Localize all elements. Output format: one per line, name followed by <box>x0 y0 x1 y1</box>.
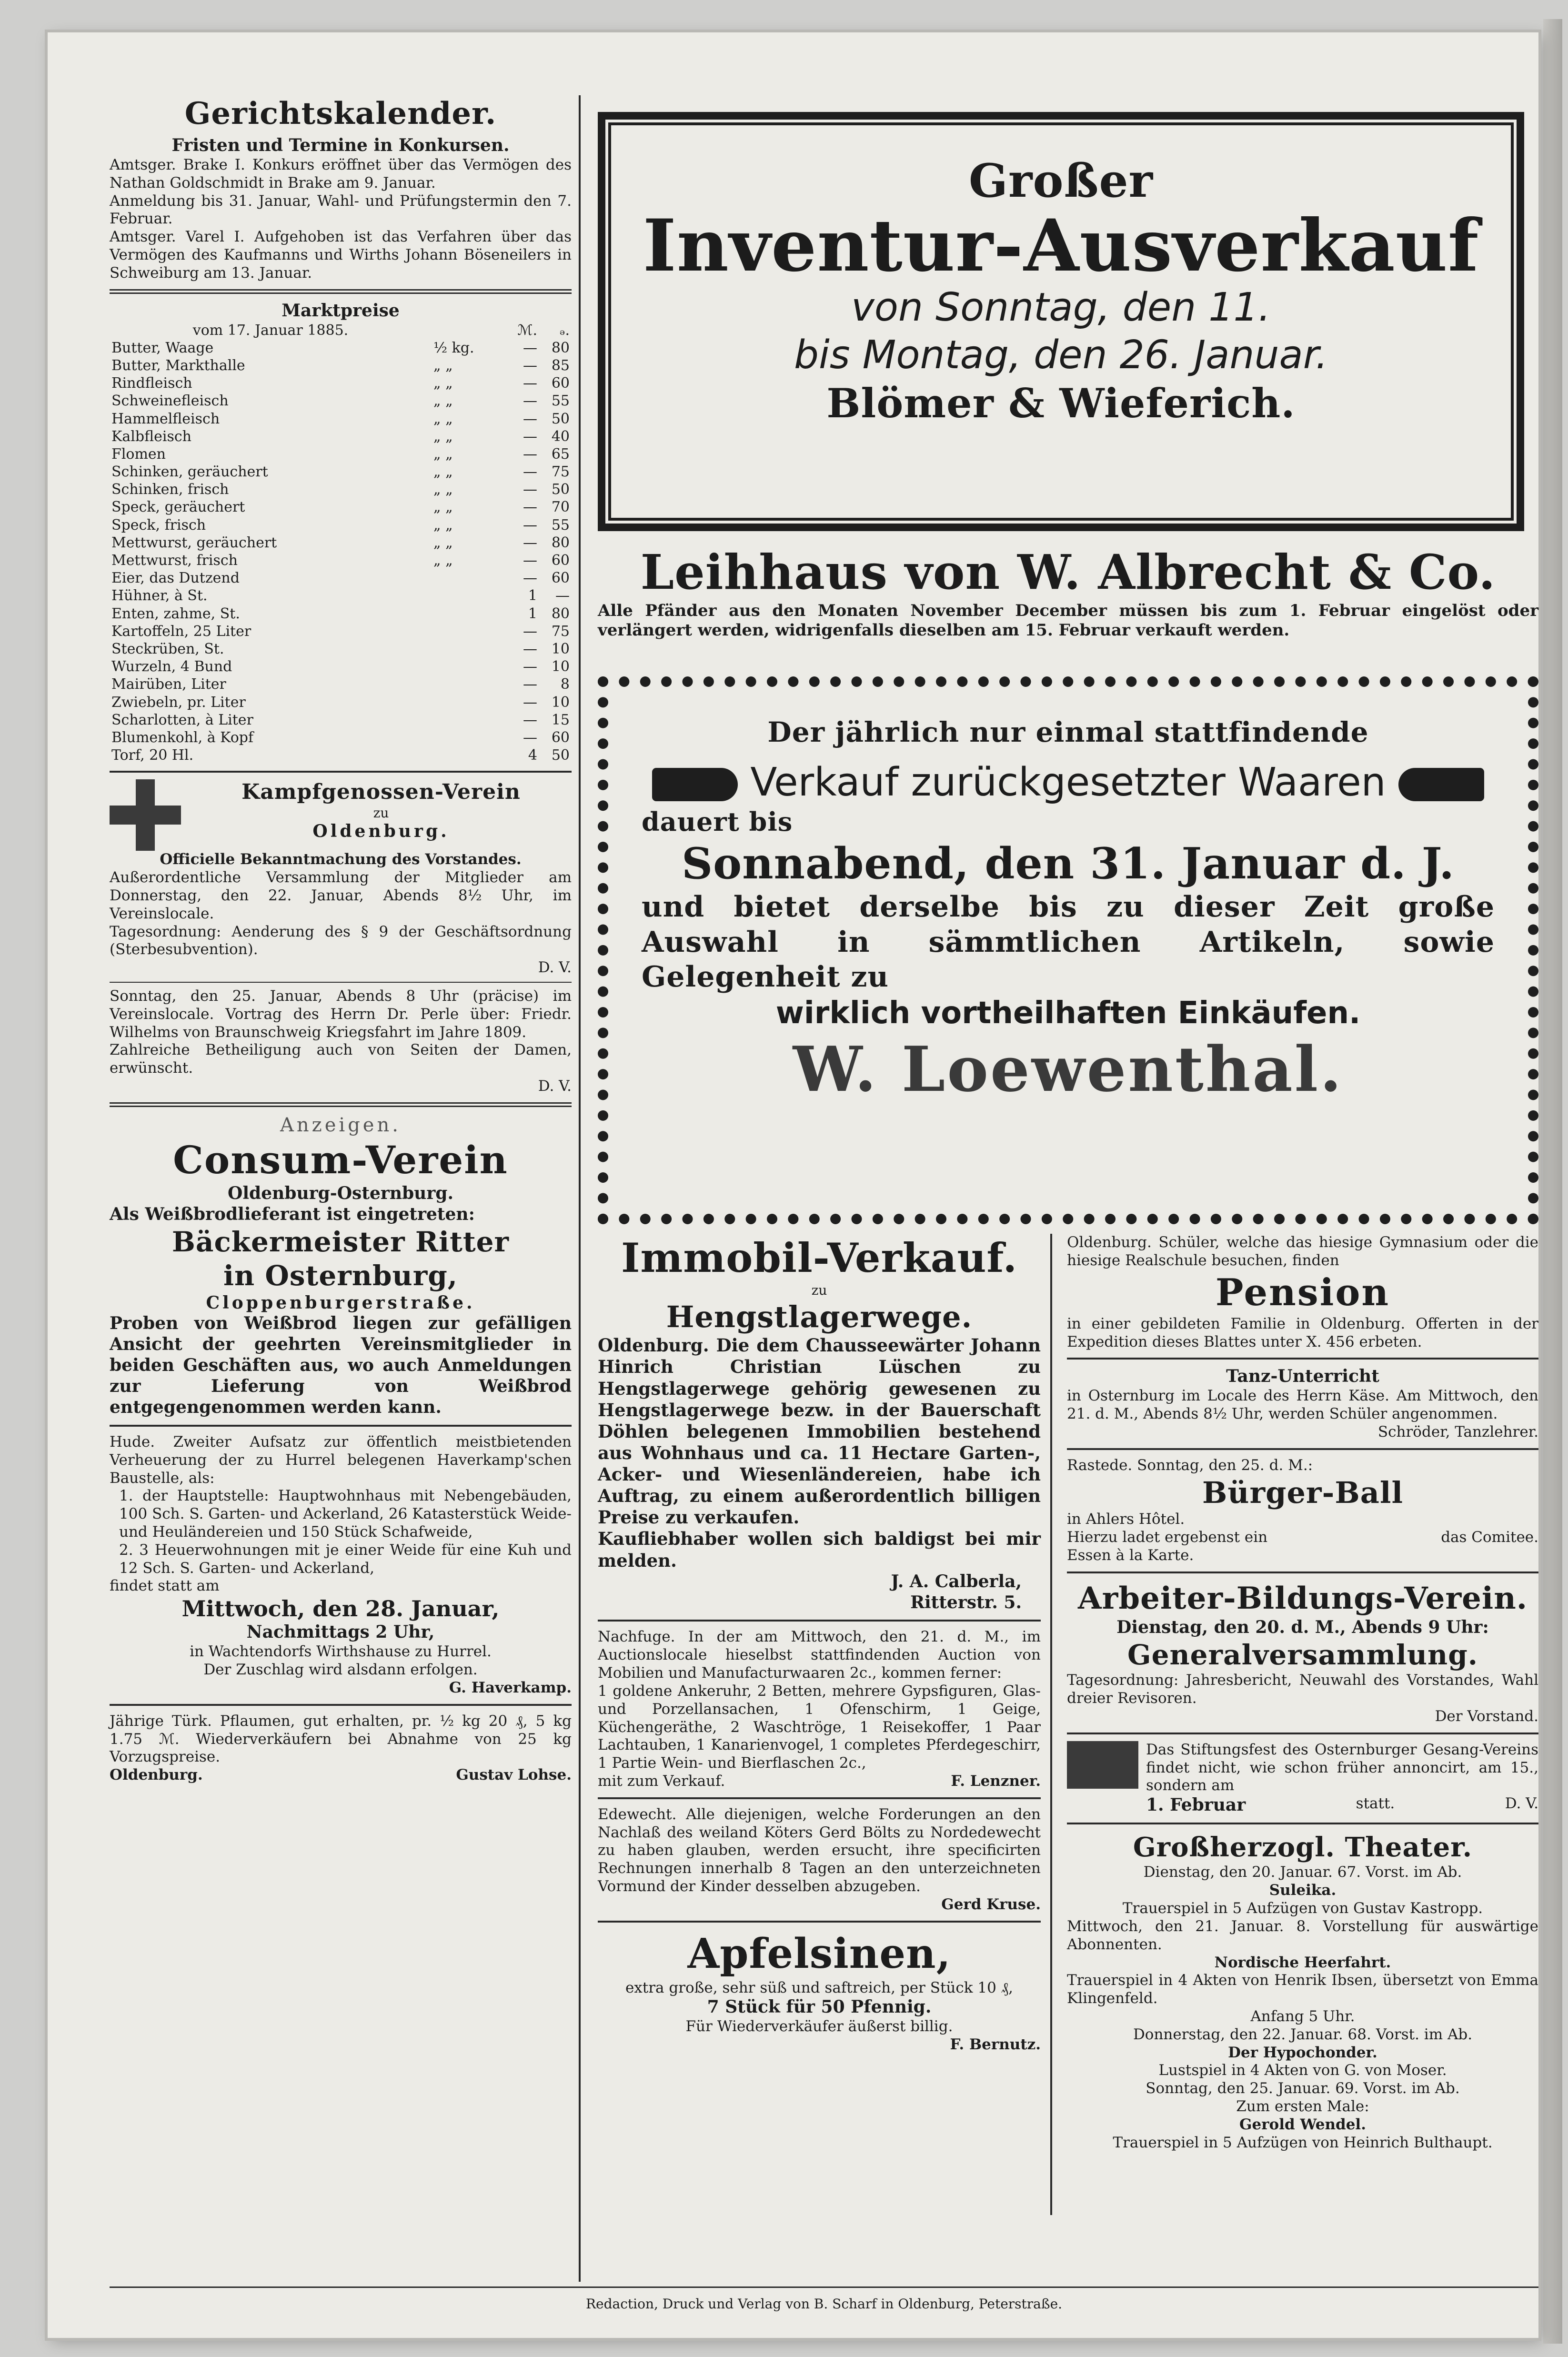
markt-cell-unit: „ „ <box>433 428 453 445</box>
markt-cell-unit: „ „ <box>433 393 453 410</box>
rastede-paragraph-3: Hierzu ladet ergebenst ein <box>1067 1529 1268 1546</box>
markt-cell-d: 10 <box>551 658 570 675</box>
markt-cell-item: Butter, Waage <box>111 339 214 356</box>
markt-cell-m: — <box>523 339 537 356</box>
kampf-signature-2: D. V. <box>538 1078 572 1095</box>
hude-item-2: 2. 3 Heuerwohnungen mit je einer Weide für eine Kuh und 12 Sch. S. Garten- und Ackerland, <box>119 1541 572 1577</box>
middle-column <box>598 1234 1041 2054</box>
rastede-title: Bürger-Ball <box>1202 1475 1404 1510</box>
loewenthal-line-7: W. Loewenthal. <box>793 1033 1344 1106</box>
loewenthal-line-2: Verkauf zurückgesetzter Waaren <box>750 759 1386 805</box>
markt-row <box>110 481 572 498</box>
arbeiter-paragraph-2: Tagesordnung: Jahresbericht, Neuwahl des Vorstandes, Wahl dreier Revisoren. <box>1067 1672 1538 1707</box>
markt-cell-unit <box>432 675 507 693</box>
hude-paragraph-4: Der Zuschlag wird alsdann erfolgen. <box>203 1661 478 1679</box>
turk-signature: Gustav Lohse. <box>456 1766 572 1784</box>
markt-cell-d: 8 <box>560 676 570 693</box>
markt-title: Marktpreise <box>281 300 400 321</box>
markt-cell-m: — <box>523 463 537 481</box>
markt-cell-d: 60 <box>551 552 570 569</box>
markt-cell-m: 4 <box>528 747 537 764</box>
theater-entry-3-desc: Lustspiel in 4 Akten von G. von Moser. <box>1158 2062 1447 2079</box>
kampf-header <box>110 779 572 851</box>
markt-cell-unit: „ „ <box>433 534 453 551</box>
markt-cell-d: 60 <box>551 375 570 392</box>
column-rule <box>1050 1234 1052 2215</box>
markt-cell-m: — <box>523 357 537 374</box>
markt-cell-m: — <box>523 375 537 392</box>
hude-item-1: 1. der Hauptstelle: Hauptwohnhaus mit Nebengebäuden, 100 Sch. S. Garten- und Ackerland, 26 Katasterstück Weide- und Heuländereien und 150 Stück Schafweide, <box>119 1487 572 1541</box>
markt-row <box>110 711 572 729</box>
hude-date: Mittwoch, den 28. Januar, <box>181 1596 500 1622</box>
markt-cell-m: — <box>523 640 537 657</box>
markt-row <box>110 516 572 534</box>
divider <box>1067 1358 1538 1360</box>
theater-entry-4-title: Gerold Wendel. <box>1239 2115 1366 2133</box>
rastede-paragraph: Rastede. Sonntag, den 25. d. M.: <box>1067 1456 1313 1474</box>
turk-signature-row <box>110 1766 572 1784</box>
immobil-title: Immobil-Verkauf. <box>621 1234 1017 1281</box>
apfelsinen-paragraph: extra große, sehr süß und saftreich, per Stück 10 ₰, <box>625 1979 1014 1996</box>
arbeiter-paragraph: Dienstag, den 20. d. M., Abends 9 Uhr: <box>1116 1617 1489 1637</box>
kampf-city: Oldenburg. <box>312 821 450 842</box>
nachfuge-signature-row <box>598 1773 1041 1791</box>
theater-entry-3: Donnerstag, den 22. Januar. 68. Vorst. im Ab. <box>1133 2025 1473 2043</box>
markt-cell-d: 40 <box>551 428 570 445</box>
theater-entry-1-desc: Trauerspiel in 5 Aufzügen von Gustav Kastropp. <box>1122 1900 1483 1917</box>
markt-cell-unit: „ „ <box>433 552 453 569</box>
markt-cell-d: 55 <box>551 516 570 534</box>
rastede-signature: das Comitee. <box>1441 1529 1538 1546</box>
markt-cell-unit: „ „ <box>433 375 453 392</box>
loewenthal-line-2-row <box>608 759 1528 806</box>
markt-cell-d: 75 <box>551 463 570 481</box>
anzeigen-heading: Anzeigen. <box>280 1114 401 1136</box>
markt-row <box>110 463 572 481</box>
markt-cell-m: — <box>523 694 537 711</box>
markt-row <box>110 658 572 675</box>
markt-cell-item: Steckrüben, St. <box>111 640 224 657</box>
divider <box>110 1102 572 1107</box>
theater-entry-4: Sonntag, den 25. Januar. 69. Vorst. im Ab. <box>1146 2080 1460 2097</box>
loewenthal-line-1: Der jährlich nur einmal stattfindende <box>767 716 1369 748</box>
nachfuge-paragraph-2: 1 goldene Ankeruhr, 2 Betten, mehrere Gypsfiguren, Glas- und Porzellansachen, 1 Ofenschirm, 1 Geige, Küchengeräthe, 2 Waschtröge, 1 Reisekoffer, 1 Paar Lachtauben, 1 Kanarienvogel, 1 completes Pferdegeschirr, 1 Partie Wein- und Bierflaschen 2c., <box>598 1682 1041 1772</box>
markt-cell-unit: „ „ <box>433 516 453 534</box>
markt-row <box>110 534 572 552</box>
inventur-line-1: Großer <box>968 154 1154 208</box>
stiftung-date: 1. Februar <box>1146 1795 1246 1815</box>
immobil-zu: zu <box>811 1282 827 1299</box>
loewenthal-line-3: dauert bis <box>642 806 793 837</box>
pension-title: Pension <box>1215 1270 1390 1314</box>
markt-cell-d: 80 <box>551 534 570 551</box>
footer-rule <box>110 2286 1538 2288</box>
arbeiter-title-2: Generalversammlung. <box>1127 1638 1478 1671</box>
markt-cell-m: — <box>523 676 537 693</box>
consum-title: Consum-Verein <box>173 1137 508 1182</box>
gericht-subtitle: Fristen und Termine in Konkursen. <box>171 135 510 156</box>
kampf-paragraph-2: Tagesordnung: Aenderung des § 9 der Geschäftsordnung (Sterbesubvention). <box>110 923 572 958</box>
inventur-line-2: Inventur-Ausverkauf <box>643 204 1479 288</box>
divider <box>1067 1448 1538 1450</box>
divider <box>598 1620 1041 1622</box>
markt-cell-d: 80 <box>551 339 570 356</box>
gericht-paragraph-1: Amtsger. Brake I. Konkurs eröffnet über das Vermögen des Nathan Goldschmidt in Brake am 9. Januar. <box>110 156 572 191</box>
markt-cell-item: Flomen <box>111 445 166 463</box>
markt-cell-item: Zwiebeln, pr. Liter <box>111 694 246 711</box>
consum-subtitle: Oldenburg-Osternburg. <box>227 1183 454 1204</box>
markt-row <box>110 357 572 374</box>
immobil-address: Ritterstr. 5. <box>910 1592 1022 1612</box>
left-column <box>110 95 572 1784</box>
theater-entry-2-start: Anfang 5 Uhr. <box>1250 2007 1355 2025</box>
immobil-paragraph-2: Kaufliebhaber wollen sich baldigst bei mir melden. <box>598 1528 1041 1571</box>
arbeiter-title: Arbeiter-Bildungs-Verein. <box>1078 1580 1528 1616</box>
markt-cell-item: Schinken, geräuchert <box>111 463 268 481</box>
markt-cell-d: 50 <box>551 747 570 764</box>
markt-cell-m: — <box>523 445 537 463</box>
markt-row <box>110 445 572 463</box>
consum-paragraph-2: Proben von Weißbrod liegen zur gefälligen Ansicht der geehrten Vereinsmitglieder in beiden Geschäften aus, wo auch Anmeldungen zur Lieferung von Weißbrod entgegengenommen werden kann. <box>110 1313 572 1418</box>
markt-table <box>110 322 572 765</box>
consum-name: Bäckermeister Ritter <box>171 1226 510 1259</box>
theater-entry-4-desc: Trauerspiel in 5 Aufzügen von Heinrich Bulthaupt. <box>1113 2134 1493 2151</box>
markt-cell-d: 75 <box>551 623 570 640</box>
page-edge <box>1543 19 1562 2344</box>
markt-cell-unit <box>432 694 507 711</box>
kampf-subtitle: Officielle Bekanntmachung des Vorstandes. <box>160 851 522 868</box>
theater-entry-4-note: Zum ersten Male: <box>1236 2098 1369 2115</box>
theater-entry-3-title: Der Hypochonder. <box>1228 2044 1377 2061</box>
markt-cell-m: — <box>523 729 537 746</box>
markt-cell-unit: „ „ <box>433 357 453 374</box>
markt-cell-item: Enten, zahme, St. <box>111 605 240 622</box>
markt-cell-item: Mettwurst, frisch <box>111 552 238 569</box>
kampf-paragraph-4: Zahlreiche Betheiligung auch von Seiten der Damen, erwünscht. <box>110 1041 572 1077</box>
inventur-line-4: bis Montag, den 26. Januar. <box>794 332 1328 378</box>
markt-cell-m: — <box>523 570 537 587</box>
kampf-zu: zu <box>373 805 389 821</box>
divider <box>1067 1571 1538 1573</box>
markt-row <box>110 694 572 711</box>
divider <box>110 771 572 773</box>
markt-cell-item: Speck, geräuchert <box>111 499 245 516</box>
hude-paragraph-1: Hude. Zweiter Aufsatz zur öffentlich meistbietenden Verheuerung der zu Hurrel belegenen Haverkamp'schen Baustelle, als: <box>110 1433 572 1487</box>
markt-row <box>110 339 572 357</box>
markt-cell-d: 50 <box>551 481 570 498</box>
loewenthal-ad-box <box>598 676 1538 1224</box>
markt-cell-d: — <box>555 587 570 604</box>
stiftung-paragraph-2: statt. <box>1356 1795 1395 1813</box>
markt-cell-m: — <box>523 481 537 498</box>
divider <box>110 982 572 983</box>
gericht-paragraph-2: Anmeldung bis 31. Januar, Wahl- und Prüfungstermin den 7. Februar. <box>110 192 572 228</box>
markt-cell-d: 10 <box>551 640 570 657</box>
edewecht-signature: Gerd Kruse. <box>941 1895 1041 1913</box>
markt-cell-d: 60 <box>551 729 570 746</box>
markt-cell-item: Torf, 20 Hl. <box>111 747 194 764</box>
inventur-line-5: Blömer & Wieferich. <box>826 379 1296 427</box>
arbeiter-signature: Der Vorstand. <box>1435 1707 1538 1725</box>
hude-paragraph-2: findet statt am <box>110 1577 220 1595</box>
markt-cell-item: Scharlotten, à Liter <box>111 711 253 728</box>
apfelsinen-title: Apfelsinen, <box>687 1929 951 1978</box>
nachfuge-signature: F. Lenzner. <box>951 1772 1041 1790</box>
markt-cell-d: 60 <box>551 570 570 587</box>
divider <box>110 289 572 294</box>
markt-header: vom 17. Januar 1885. ℳ. ₔ. <box>110 322 572 339</box>
imprint-footer: Redaction, Druck und Verlag von B. Scharf in Oldenburg, Peterstraße. <box>585 2296 1063 2312</box>
markt-cell-m: — <box>523 658 537 675</box>
markt-row <box>110 605 572 623</box>
markt-cell-unit <box>432 605 507 623</box>
markt-row <box>110 640 572 658</box>
pointing-hand-icon <box>1398 768 1484 801</box>
markt-cell-unit: ½ kg. <box>433 339 474 356</box>
theater-title: Großherzogl. Theater. <box>1133 1832 1473 1863</box>
markt-cell-d: 50 <box>551 410 570 427</box>
nachfuge-paragraph-3: mit zum Verkauf. <box>598 1772 725 1790</box>
column-rule <box>579 95 581 2282</box>
hude-signature: G. Haverkamp. <box>449 1679 572 1696</box>
markt-cell-unit <box>432 746 507 764</box>
markt-cell-item: Mettwurst, geräuchert <box>111 534 277 551</box>
markt-cell-unit <box>432 658 507 675</box>
divider <box>1067 1732 1538 1734</box>
markt-cell-unit <box>432 569 507 587</box>
markt-cell-item: Wurzeln, 4 Bund <box>111 658 232 675</box>
kampf-title: Kampfgenossen-Verein <box>241 780 521 805</box>
lyre-emblem-icon <box>1067 1741 1138 1789</box>
markt-cell-item: Kalbfleisch <box>111 428 191 445</box>
markt-row <box>110 729 572 746</box>
kampf-signature-1: D. V. <box>538 959 572 977</box>
kampf-paragraph-3: Sonntag, den 25. Januar, Abends 8 Uhr (präcise) im Vereinslocale. Vortrag des Herrn Dr. Perle über: Friedr. Wilhelms von Braunschweig Kriegsfahrt im Jahre 1809. <box>110 987 572 1041</box>
loewenthal-line-5: und bietet derselbe bis zu dieser Zeit große Auswahl in sämmtlichen Artikeln, sowie Gelegenheit zu <box>642 890 1495 994</box>
markt-cell-item: Hammelfleisch <box>111 410 220 427</box>
markt-cell-d: 10 <box>551 694 570 711</box>
markt-cell-d: 65 <box>551 445 570 463</box>
markt-row <box>110 623 572 640</box>
markt-row <box>110 587 572 604</box>
markt-cell-m: 1 <box>528 605 537 622</box>
markt-cell-unit: „ „ <box>433 499 453 516</box>
markt-cell-m: — <box>523 499 537 516</box>
leihhaus-paragraph: Alle Pfänder aus den Monaten November December müssen bis zum 1. Februar eingelöst oder verlängert werden, widrigenfalls dieselben am 15. Februar verkauft werden. <box>598 601 1538 640</box>
markt-cell-m: — <box>523 711 537 728</box>
markt-row <box>110 428 572 445</box>
markt-cell-unit <box>432 640 507 658</box>
markt-cell-item: Blumenkohl, à Kopf <box>111 729 254 746</box>
markt-cell-m: — <box>523 410 537 427</box>
theater-entry-2-desc: Trauerspiel in 4 Akten von Henrik Ibsen, übersetzt von Emma Klingenfeld. <box>1067 1972 1538 2007</box>
rastede-signature-row <box>1067 1529 1538 1547</box>
tanz-paragraph: in Osternburg im Locale des Herrn Käse. Am Mittwoch, den 21. d. M., Abends 8½ Uhr, werden Schüler angenommen. <box>1067 1387 1538 1423</box>
theater-entry-2: Mittwoch, den 21. Januar. 8. Vorstellung für auswärtige Abonnenten. <box>1067 1917 1538 1953</box>
markt-cell-unit <box>432 711 507 729</box>
loewenthal-line-6: wirklich vortheilhaften Einkäufen. <box>775 996 1361 1031</box>
apfelsinen-paragraph-3: Für Wiederverkäufer äußerst billig. <box>685 2018 953 2035</box>
right-column <box>1067 1234 1538 2152</box>
markt-cell-d: 85 <box>551 357 570 374</box>
markt-row <box>110 746 572 764</box>
markt-date: vom 17. Januar 1885. <box>192 322 349 339</box>
consum-place: in Osternburg, <box>223 1259 458 1292</box>
markt-row <box>110 675 572 693</box>
markt-cell-unit: „ „ <box>433 463 453 481</box>
tanz-title: Tanz-Unterricht <box>1226 1366 1379 1387</box>
markt-cell-m: — <box>523 552 537 569</box>
stiftung-block <box>1067 1741 1538 1816</box>
leihhaus-title: Leihhaus von W. Albrecht & Co. <box>640 544 1496 600</box>
pension-paragraph-2: in einer gebildeten Familie in Oldenburg. Offerten in der Expedition dieses Blattes unter X. 456 erbeten. <box>1067 1315 1538 1350</box>
apfelsinen-signature: F. Bernutz. <box>950 2036 1041 2054</box>
immobil-place: Hengstlagerwege. <box>666 1299 973 1334</box>
markt-cell-d: 70 <box>551 499 570 516</box>
markt-cell-d: 55 <box>551 393 570 410</box>
inventur-line-3: von Sonntag, den 11. <box>851 284 1271 330</box>
markt-row <box>110 552 572 569</box>
divider <box>598 1797 1041 1799</box>
rastede-paragraph-4: Essen à la Karte. <box>1067 1546 1194 1564</box>
markt-cell-unit: „ „ <box>433 481 453 498</box>
markt-cell-item: Kartoffeln, 25 Liter <box>111 623 251 640</box>
markt-cell-m: — <box>523 393 537 410</box>
markt-cell-item: Mairüben, Liter <box>111 676 226 693</box>
immobil-signature: J. A. Calberla, <box>891 1571 1022 1591</box>
theater-entry-1: Dienstag, den 20. Januar. 67. Vorst. im Ab. <box>1143 1863 1462 1881</box>
edewecht-paragraph: Edewecht. Alle diejenigen, welche Forderungen an den Nachlaß des weiland Köters Gerd Bölts zu Nordedewecht zu haben glauben, werden ersucht, ihre specificirten Rechnungen innerhalb 8 Tagen an den unterzeichneten Vormund der Kinder desselben abzugeben. <box>598 1805 1041 1895</box>
markt-row <box>110 410 572 428</box>
markt-row <box>110 569 572 587</box>
gericht-title: Gerichtskalender. <box>184 96 497 131</box>
markt-cell-m: — <box>523 534 537 551</box>
loewenthal-line-4: Sonnabend, den 31. Januar d. J. <box>682 838 1455 889</box>
markt-cell-item: Schinken, frisch <box>111 481 229 498</box>
pointing-hand-icon <box>652 768 738 801</box>
markt-cell-m: — <box>523 516 537 534</box>
iron-cross-icon <box>110 779 181 851</box>
pension-paragraph: Oldenburg. Schüler, welche das hiesige Gymnasium oder die hiesige Realschule besuchen, finden <box>1067 1234 1538 1269</box>
markt-cell-item: Speck, frisch <box>111 516 206 534</box>
kampf-paragraph-1: Außerordentliche Versammlung der Mitglieder am Donnerstag, den 22. Januar, Abends 8½ Uhr, im Vereinslocale. <box>110 869 572 922</box>
markt-cell-item: Butter, Markthalle <box>111 357 245 374</box>
rastede-paragraph-2: in Ahlers Hôtel. <box>1067 1511 1185 1528</box>
markt-cell-item: Hühner, à St. <box>111 587 208 604</box>
hude-time: Nachmittags 2 Uhr, <box>246 1622 435 1642</box>
consum-paragraph-1: Als Weißbrodlieferant ist eingetreten: <box>110 1204 475 1225</box>
markt-row <box>110 498 572 516</box>
divider <box>598 1921 1041 1923</box>
divider <box>110 1704 572 1706</box>
markt-row <box>110 392 572 410</box>
markt-cell-m: — <box>523 428 537 445</box>
stiftung-signature: D. V. <box>1505 1795 1538 1813</box>
markt-cell-d: 15 <box>551 711 570 728</box>
markt-cell-m: 1 <box>528 587 537 604</box>
theater-entry-1-title: Suleika. <box>1269 1882 1337 1899</box>
tanz-signature: Schröder, Tanzlehrer. <box>1377 1423 1538 1440</box>
divider <box>110 1425 572 1427</box>
apfelsinen-paragraph-2: 7 Stück für 50 Pfennig. <box>707 1997 932 2017</box>
markt-cell-m: — <box>523 623 537 640</box>
markt-cell-d: 80 <box>551 605 570 622</box>
markt-cell-unit <box>432 623 507 640</box>
divider <box>1067 1823 1538 1824</box>
turk-city: Oldenburg. <box>110 1766 203 1784</box>
markt-cell-item: Rindfleisch <box>111 375 192 392</box>
consum-street: Cloppenburgerstraße. <box>206 1292 475 1313</box>
markt-cell-unit: „ „ <box>433 445 453 463</box>
theater-entry-2-title: Nordische Heerfahrt. <box>1214 1954 1391 1971</box>
markt-row <box>110 374 572 392</box>
markt-cell-item: Eier, das Dutzend <box>111 570 240 587</box>
stiftung-paragraph: Das Stiftungsfest des Osternburger Gesang-Vereins findet nicht, wie schon früher annoncirt, am 15., sondern am <box>1146 1741 1538 1794</box>
hude-paragraph-3: in Wachtendorfs Wirthshause zu Hurrel. <box>190 1643 492 1661</box>
markt-cell-unit: „ „ <box>433 410 453 427</box>
gericht-paragraph-3: Amtsger. Varel I. Aufgehoben ist das Verfahren über das Vermögen des Kaufmanns und Wirths Johann Böseneilers in Schweiburg am 13. Januar. <box>110 228 572 282</box>
markt-cell-item: Schweinefleisch <box>111 393 229 410</box>
leihhaus-ad <box>598 543 1538 641</box>
nachfuge-paragraph: Nachfuge. In der am Mittwoch, den 21. d. M., im Auctionslocale hieselbst stattfindenden Auction von Mobilien und Manufacturwaaren 2c., kommen ferner: <box>598 1628 1041 1682</box>
turk-paragraph: Jährige Türk. Pflaumen, gut erhalten, pr. ½ kg 20 ₰, 5 kg 1.75 ℳ. Wiederverkäufern bei Abnahme von 25 kg Vorzugspreise. <box>110 1712 572 1766</box>
immobil-paragraph: Oldenburg. Die dem Chausseewärter Johann Hinrich Christian Lüschen zu Hengstlagerwege gehörig gewesenen zu Hengstlagerwege bezw. in der Bauerschaft Döhlen belegenen Immobilien bestehend aus Wohnhaus und ca. 11 Hectare Garten-, Acker- und Wiesenländereien, habe ich Auftrag, zu einem außerordentlich billigen Preise zu verkaufen. <box>598 1335 1041 1528</box>
markt-cell-unit <box>432 729 507 746</box>
inventur-ad-box <box>598 112 1524 531</box>
stiftung-date-row <box>1146 1795 1538 1816</box>
markt-cell-unit <box>432 587 507 604</box>
